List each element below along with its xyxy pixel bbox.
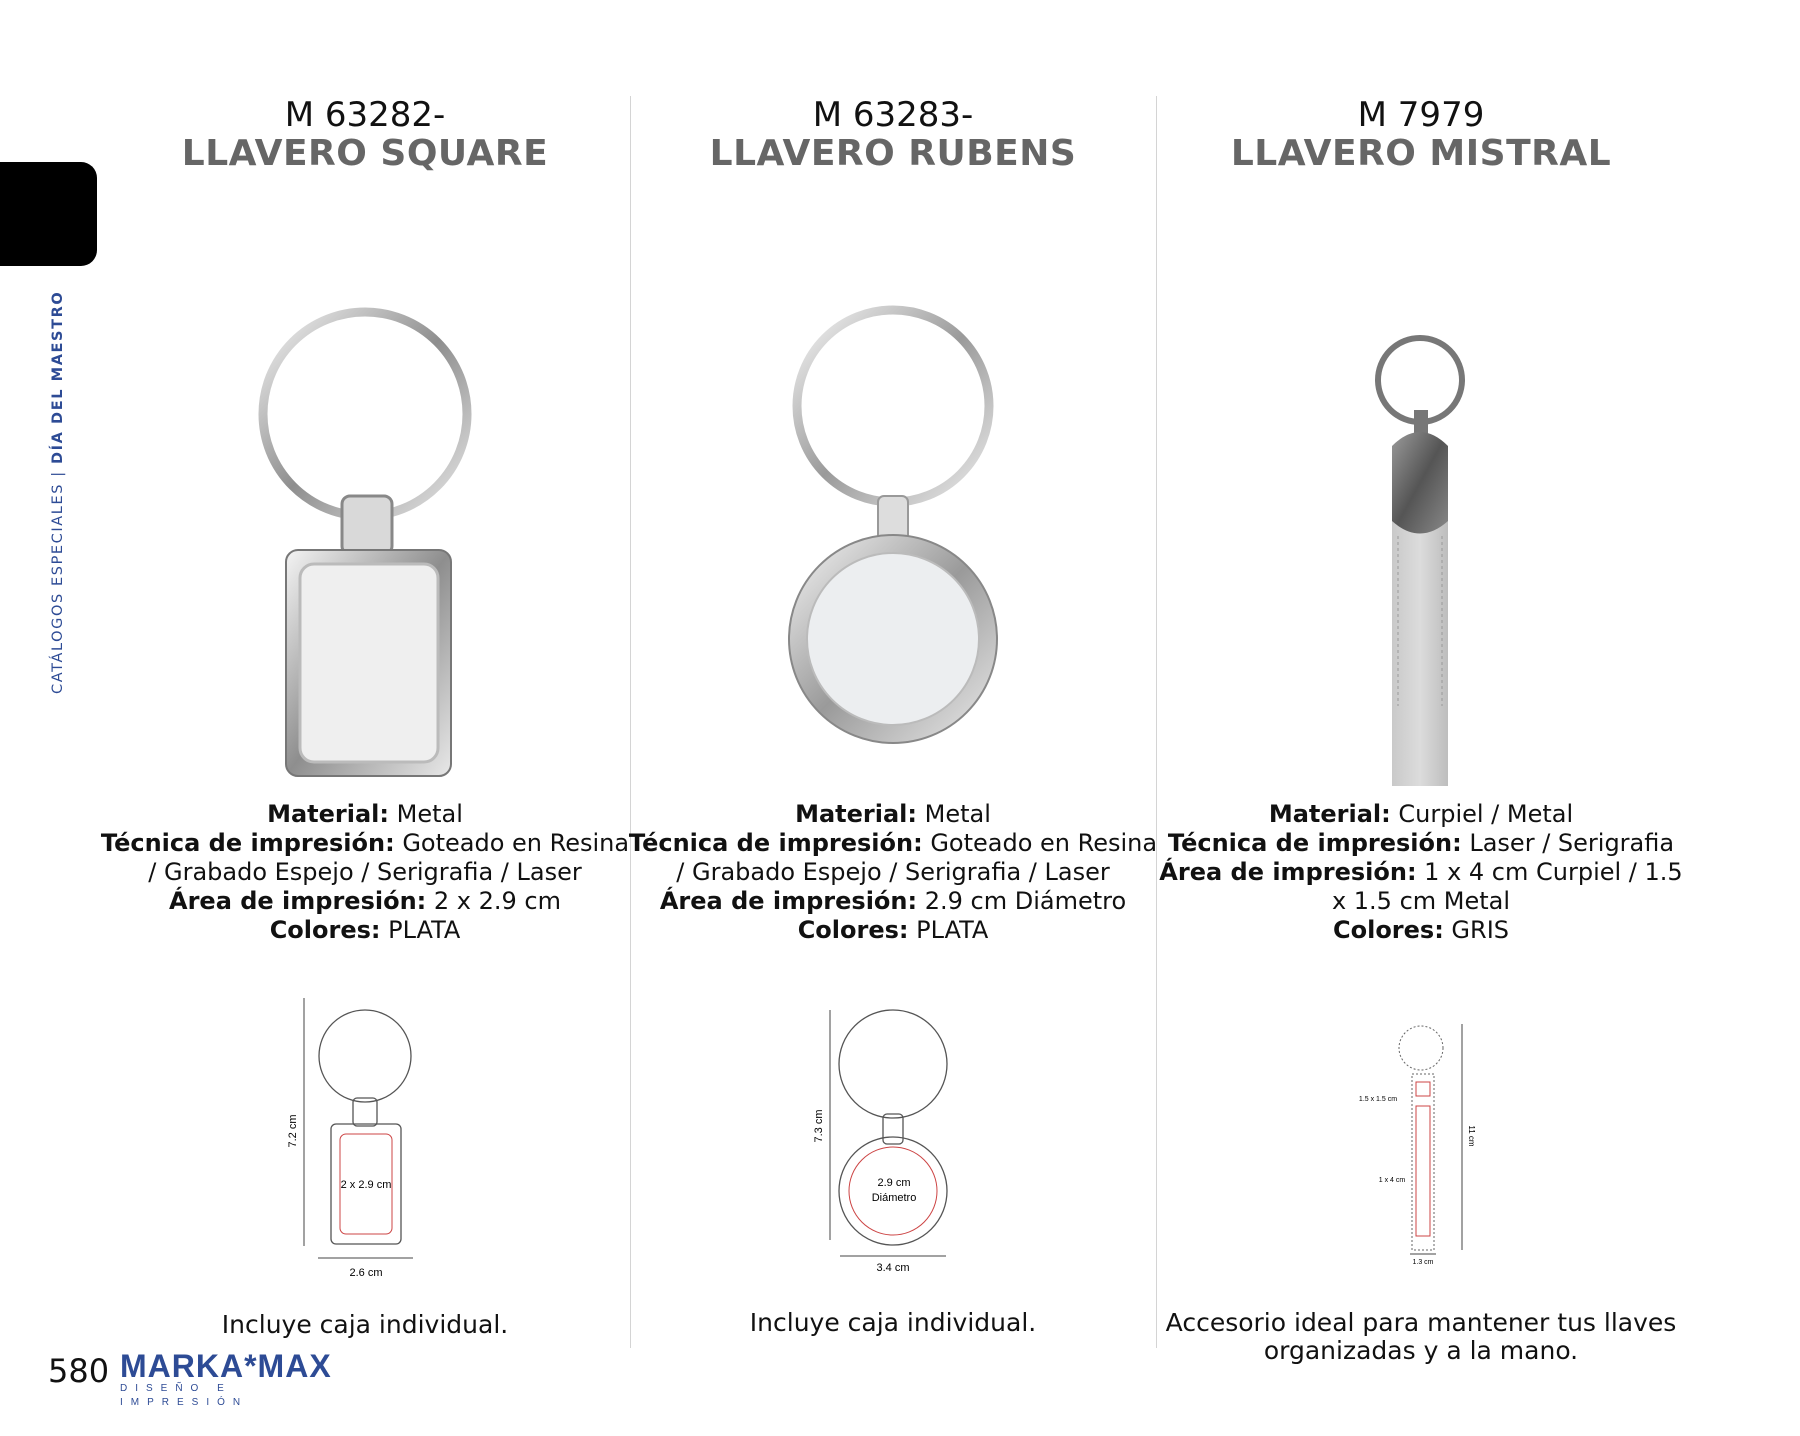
- material-value: Metal: [917, 800, 991, 828]
- dim-area-label-1: 2.9 cm: [877, 1177, 911, 1189]
- material-value: Curpiel / Metal: [1390, 800, 1574, 828]
- brand-logo: [120, 1348, 370, 1408]
- tecnica-label: Técnica de impresión:: [628, 829, 923, 857]
- product-dimension-drawing: [1156, 986, 1686, 1286]
- section-tab: [0, 162, 97, 266]
- product-note: Incluye caja individual.: [221, 1310, 509, 1339]
- colores-value: PLATA: [380, 916, 461, 944]
- tecnica-value: Goteado en Resina / Grabado Espejo / Serigrafia / Laser: [148, 829, 630, 886]
- logo-sub-text: DISEÑO E IMPRESIÓN: [120, 1383, 249, 1408]
- product-code: M 7979: [1357, 95, 1485, 135]
- product-name: LLAVERO SQUARE: [181, 133, 549, 174]
- area-label: Área de impresión:: [1159, 858, 1417, 886]
- product-note: Incluye caja individual.: [749, 1308, 1037, 1337]
- product-card-mistral: [1156, 95, 1686, 1365]
- colores-value: PLATA: [908, 916, 989, 944]
- dim-width-label: 1.3 cm: [1412, 1259, 1434, 1266]
- section-label-bold: DÍA DEL MAESTRO: [50, 290, 66, 465]
- product-dimension-drawing: [628, 986, 1158, 1286]
- product-photo-mistral: [1156, 296, 1686, 786]
- product-specs: [628, 800, 1158, 945]
- product-dimension-drawing: [100, 986, 630, 1286]
- dim-area-label-2: Diámetro: [871, 1192, 917, 1204]
- area-value: 1 x 4 cm Curpiel / 1.5 x 1.5 cm Metal: [1331, 858, 1683, 915]
- area-value: 2 x 2.9 cm: [426, 887, 561, 915]
- tecnica-label: Técnica de impresión:: [100, 829, 395, 857]
- product-note: Accesorio ideal para mantener tus llaves organizadas y a la mano.: [1165, 1308, 1677, 1365]
- product-name: LLAVERO MISTRAL: [1230, 133, 1612, 174]
- area-value: 2.9 cm Diámetro: [917, 887, 1127, 915]
- area-label: Área de impresión:: [659, 887, 918, 915]
- logo-main-text: MARKA*MAX: [120, 1348, 332, 1384]
- product-name: LLAVERO RUBENS: [709, 133, 1077, 174]
- tecnica-label: Técnica de impresión:: [1167, 829, 1462, 857]
- material-label: Material:: [795, 800, 918, 828]
- dim-height-label: 7.2 cm: [287, 1114, 299, 1148]
- dim-height-label: 11 cm: [1467, 1125, 1476, 1147]
- area-label: Área de impresión:: [169, 887, 427, 915]
- colores-value: GRIS: [1443, 916, 1510, 944]
- colores-label: Colores:: [1332, 916, 1444, 944]
- colores-label: Colores:: [269, 916, 381, 944]
- product-code: M 63282-: [284, 95, 446, 135]
- product-code: M 63283-: [812, 95, 974, 135]
- product-card-square: [100, 95, 630, 1339]
- product-photo-rubens: [628, 296, 1158, 786]
- dim-width-label: 3.4 cm: [876, 1262, 910, 1274]
- tecnica-value: Goteado en Resina / Grabado Espejo / Serigrafia / Laser: [676, 829, 1158, 886]
- product-photo-square: [100, 296, 630, 786]
- material-value: Metal: [389, 800, 463, 828]
- dim-area-curpiel-label: 1 x 4 cm: [1378, 1177, 1406, 1184]
- product-specs: [100, 800, 630, 945]
- dim-width-label: 2.6 cm: [349, 1267, 383, 1279]
- tecnica-value: Laser / Serigrafia: [1461, 829, 1675, 857]
- section-label-light: CATÁLOGOS ESPECIALES |: [50, 464, 66, 694]
- colores-label: Colores:: [797, 916, 909, 944]
- material-label: Material:: [267, 800, 390, 828]
- material-label: Material:: [1268, 800, 1391, 828]
- product-specs: [1156, 800, 1686, 945]
- section-label: [50, 291, 66, 694]
- dim-height-label: 7.3 cm: [813, 1109, 825, 1143]
- dim-area-label: 2 x 2.9 cm: [340, 1179, 392, 1191]
- product-card-rubens: [628, 95, 1158, 1337]
- dim-area-metal-label: 1.5 x 1.5 cm: [1358, 1096, 1398, 1103]
- page-number: 580: [48, 1352, 110, 1390]
